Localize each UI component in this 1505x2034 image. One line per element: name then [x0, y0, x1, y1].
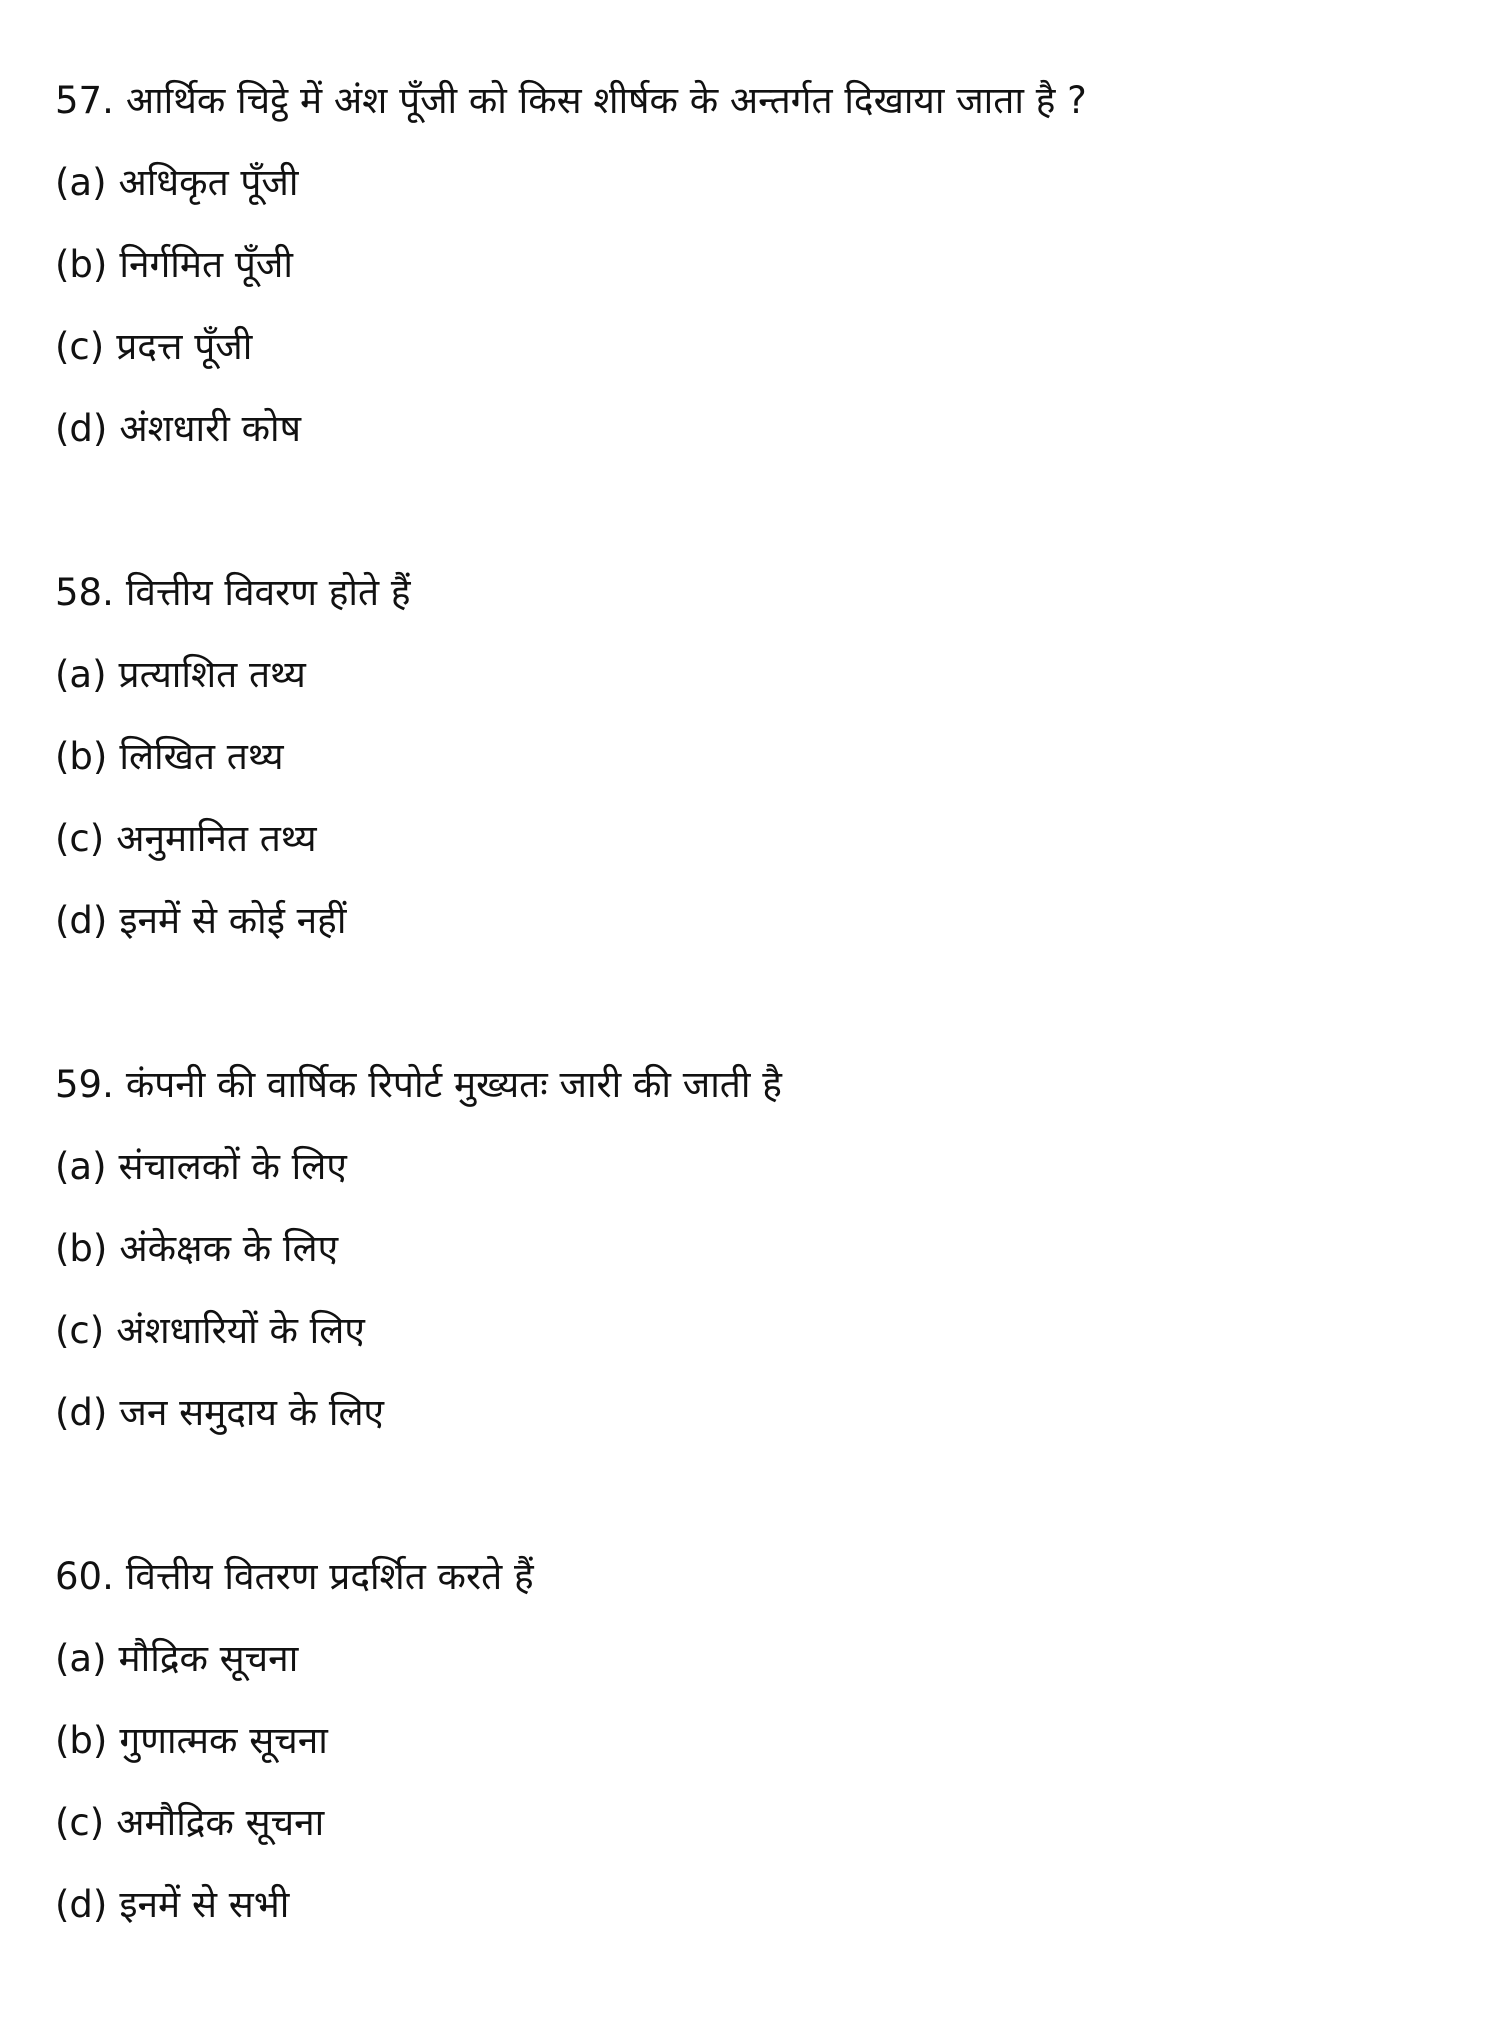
option-text: प्रदत्त पूँजी: [116, 325, 253, 368]
answer-option: [55, 798, 1465, 880]
answer-option: [55, 1208, 1465, 1290]
option-label: (b): [55, 1719, 108, 1762]
option-label: (a): [55, 653, 107, 696]
question-block: [55, 60, 1465, 470]
answer-option: [55, 880, 1465, 962]
option-text: मौद्रिक सूचना: [118, 1637, 299, 1680]
answer-option: [55, 388, 1465, 470]
option-text: जन समुदाय के लिए: [119, 1391, 385, 1434]
option-text: अंशधारियों के लिए: [116, 1309, 365, 1352]
question-number: 59.: [55, 1063, 114, 1106]
option-text: संचालकों के लिए: [118, 1145, 347, 1188]
option-label: (a): [55, 1637, 107, 1680]
answer-option: [55, 716, 1465, 798]
question-number: 60.: [55, 1555, 114, 1598]
question-text: [55, 60, 1465, 142]
option-text: अमौद्रिक सूचना: [116, 1801, 325, 1844]
option-label: (c): [55, 1801, 105, 1844]
question-text: [55, 552, 1465, 634]
option-text: निर्गमित पूँजी: [119, 243, 293, 286]
answer-option: [55, 224, 1465, 306]
answer-option: [55, 1618, 1465, 1700]
option-label: (b): [55, 1227, 108, 1270]
option-text: अनुमानित तथ्य: [116, 817, 317, 860]
question-text: [55, 1044, 1465, 1126]
question-text: [55, 1536, 1465, 1618]
option-label: (d): [55, 407, 108, 450]
question-block: [55, 1044, 1465, 1454]
option-label: (b): [55, 243, 108, 286]
question-stem: आर्थिक चिट्ठे में अंश पूँजी को किस शीर्षक के अन्तर्गत दिखाया जाता है ?: [125, 79, 1087, 122]
answer-option: [55, 1864, 1465, 1946]
option-text: गुणात्मक सूचना: [119, 1719, 328, 1762]
option-label: (d): [55, 1883, 108, 1926]
question-number: 58.: [55, 571, 114, 614]
answer-option: [55, 1782, 1465, 1864]
option-label: (d): [55, 899, 108, 942]
question-block: [55, 552, 1465, 962]
option-label: (b): [55, 735, 108, 778]
question-block: [55, 1536, 1465, 1946]
option-text: प्रत्याशित तथ्य: [118, 653, 306, 696]
option-label: (d): [55, 1391, 108, 1434]
answer-option: [55, 1372, 1465, 1454]
answer-option: [55, 1126, 1465, 1208]
option-label: (a): [55, 161, 107, 204]
answer-option: [55, 1290, 1465, 1372]
option-text: इनमें से सभी: [119, 1883, 290, 1926]
answer-option: [55, 634, 1465, 716]
question-stem: कंपनी की वार्षिक रिपोर्ट मुख्यतः जारी की जाती है: [125, 1063, 782, 1106]
option-text: इनमें से कोई नहीं: [119, 899, 347, 942]
question-number: 57.: [55, 79, 114, 122]
option-text: लिखित तथ्य: [119, 735, 284, 778]
question-stem: वित्तीय विवरण होते हैं: [125, 571, 411, 614]
option-label: (c): [55, 325, 105, 368]
option-label: (a): [55, 1145, 107, 1188]
option-label: (c): [55, 1309, 105, 1352]
option-label: (c): [55, 817, 105, 860]
question-page: [55, 60, 1465, 2028]
option-text: अंशधारी कोष: [119, 407, 301, 450]
question-stem: वित्तीय वितरण प्रदर्शित करते हैं: [125, 1555, 534, 1598]
answer-option: [55, 142, 1465, 224]
answer-option: [55, 1700, 1465, 1782]
answer-option: [55, 306, 1465, 388]
option-text: अंकेक्षक के लिए: [119, 1227, 339, 1270]
option-text: अधिकृत पूँजी: [118, 161, 299, 204]
